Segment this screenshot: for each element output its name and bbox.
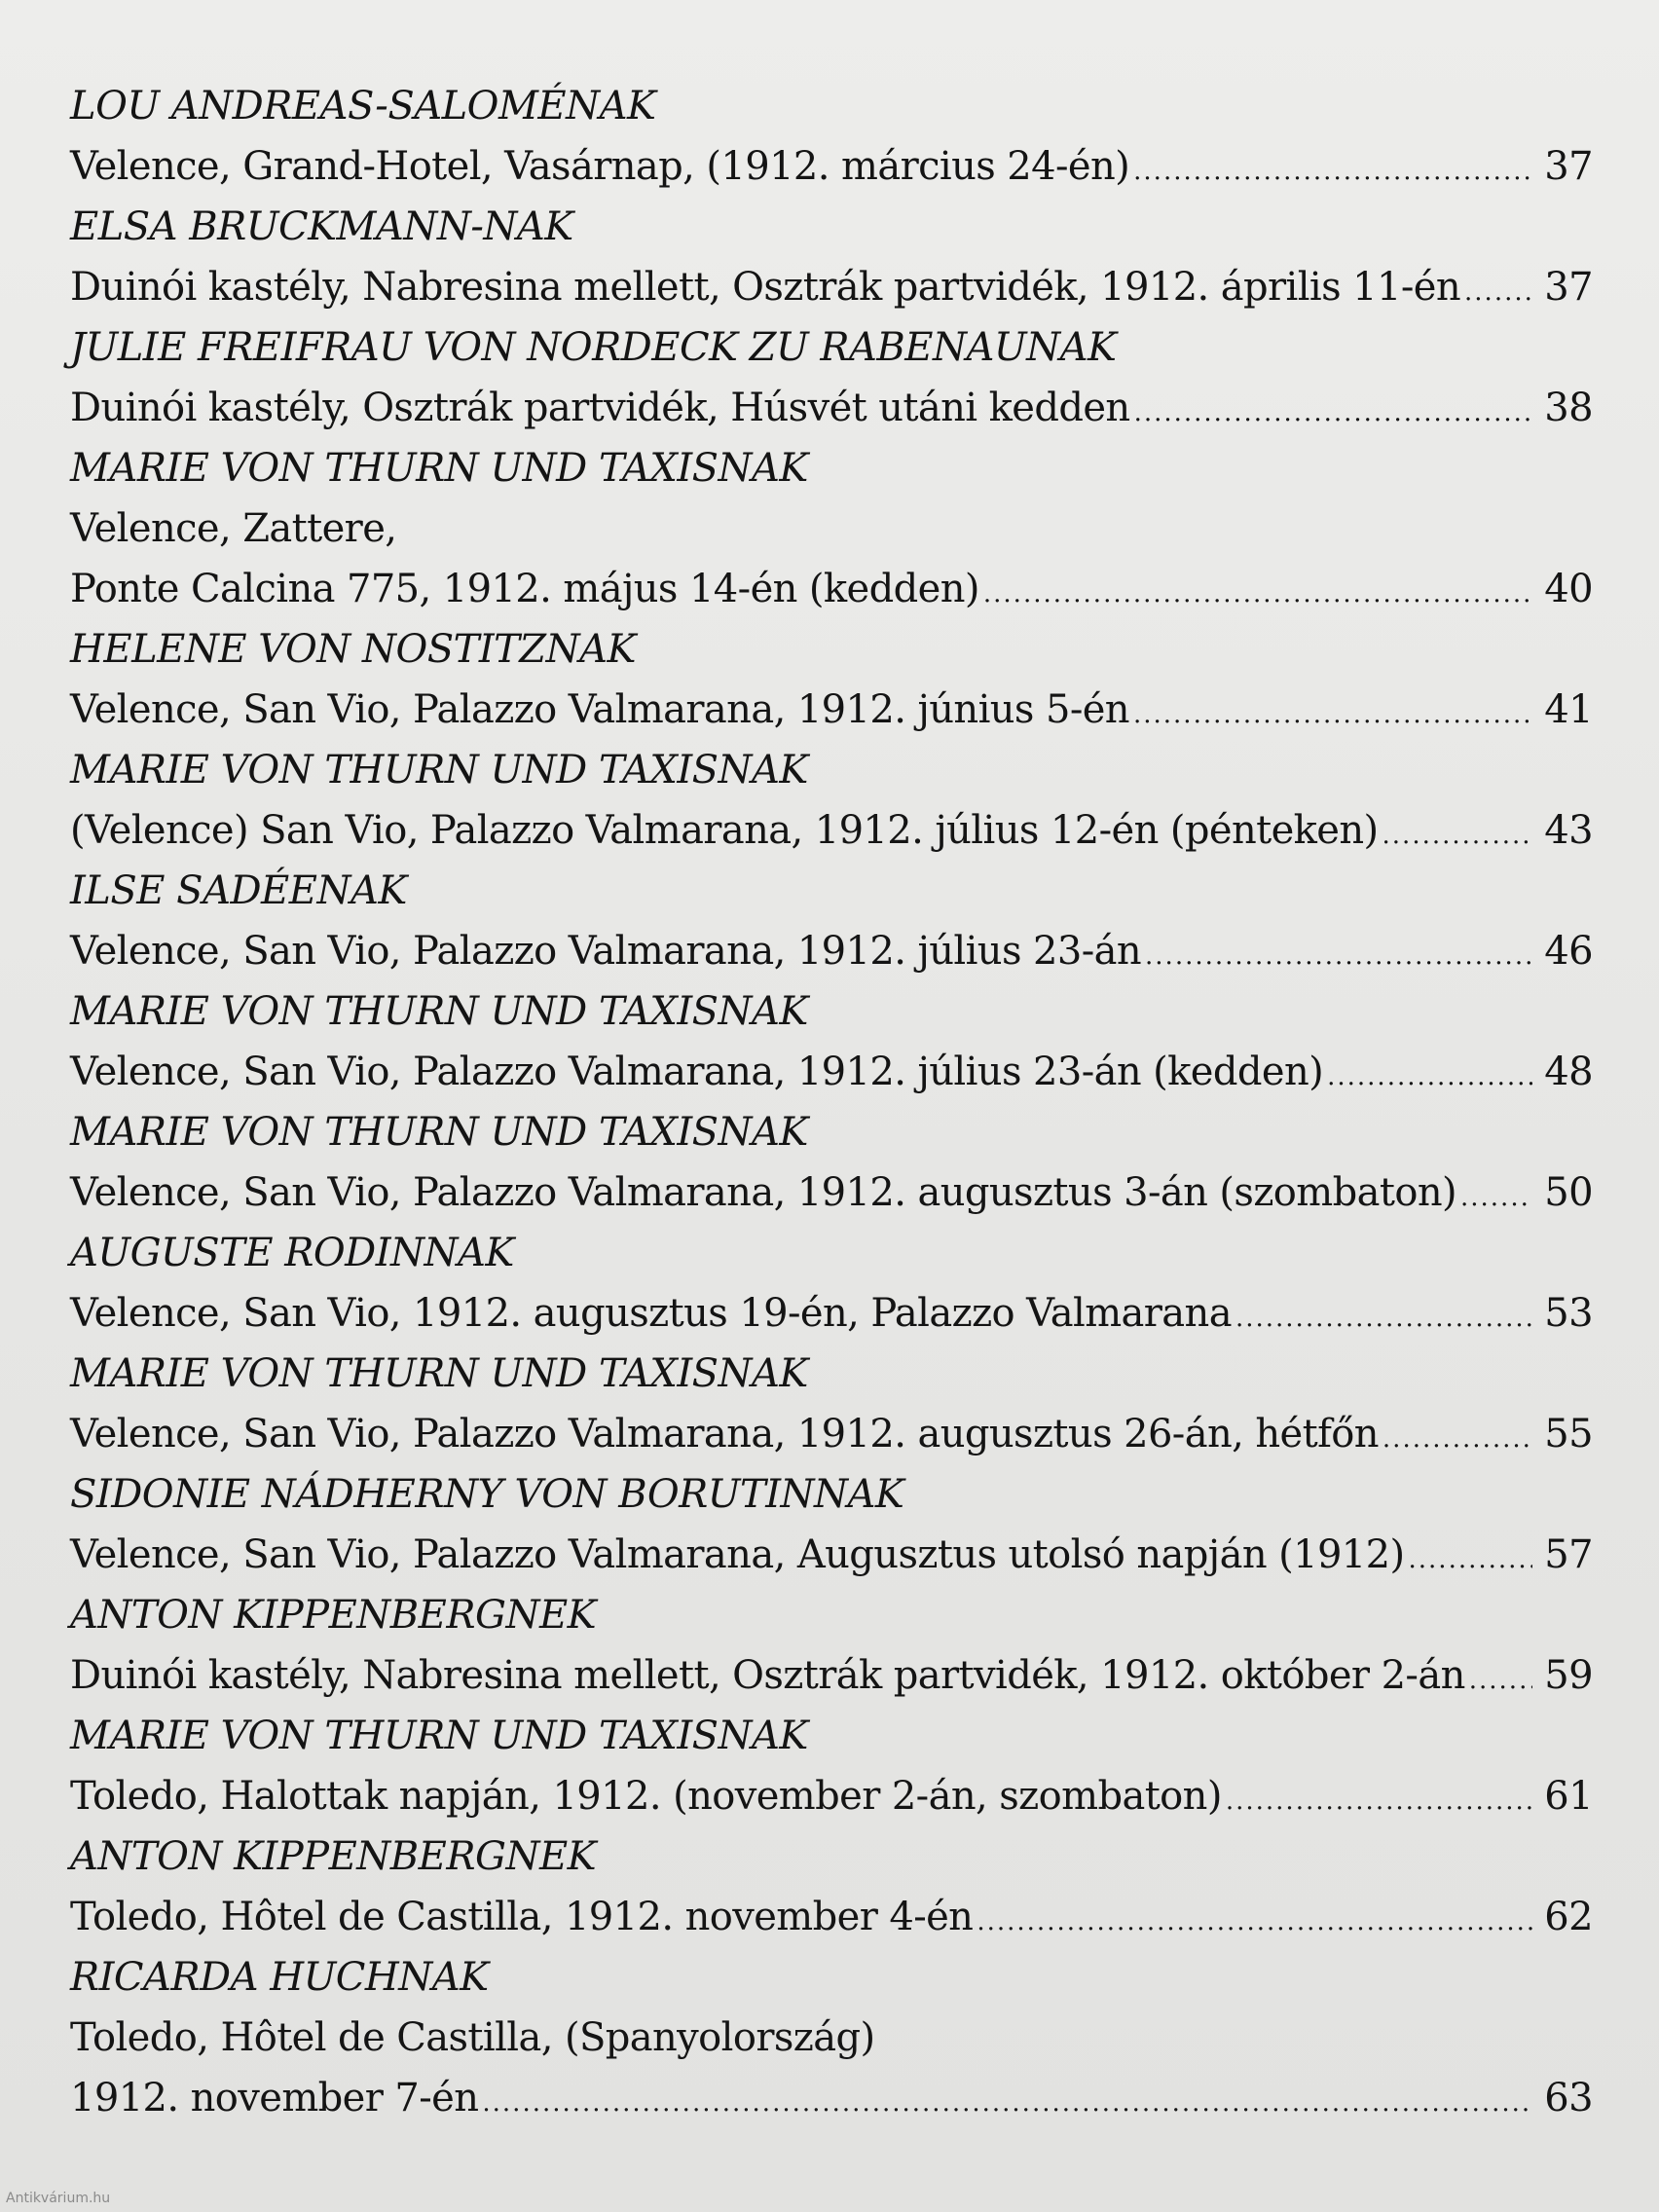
letter-location-text: 1912. november 7-én xyxy=(70,2076,479,2120)
dot-leader xyxy=(1134,383,1532,443)
recipient-name: JULIE FREIFRAU VON NORDECK ZU RABENAUNAK xyxy=(70,325,1117,370)
page-number: 37 xyxy=(1544,265,1593,310)
toc-entry xyxy=(70,619,1593,740)
letter-location-text: Velence, Zattere, xyxy=(70,506,397,551)
dot-leader xyxy=(983,564,1532,624)
letter-location-line xyxy=(70,136,1593,197)
dot-leader xyxy=(1464,262,1532,322)
letter-location-line xyxy=(70,1162,1593,1223)
letter-location-line xyxy=(70,1042,1593,1102)
letter-location-line xyxy=(70,1887,1593,1947)
page-number: 59 xyxy=(1544,1653,1593,1698)
recipient-name: HELENE VON NOSTITZNAK xyxy=(70,627,636,672)
letter-location-text: Toledo, Hôtel de Castilla, (Spanyolország) xyxy=(70,2015,875,2060)
toc-entry xyxy=(70,1947,1593,2128)
dot-leader xyxy=(977,1892,1532,1952)
letter-location-text: Duinói kastély, Nabresina mellett, Osztrák partvidék, 1912. április 11-én xyxy=(70,265,1461,310)
recipient-name: MARIE VON THURN UND TAXISNAK xyxy=(70,1110,808,1155)
letter-location-text: (Velence) San Vio, Palazzo Valmarana, 1912. július 12-én (pénteken) xyxy=(70,808,1379,853)
toc-entry xyxy=(70,197,1593,317)
letter-location-text: Velence, Grand-Hotel, Vasárnap, (1912. március 24-én) xyxy=(70,144,1130,189)
page-number: 61 xyxy=(1544,1774,1593,1819)
toc-entry xyxy=(70,740,1593,861)
toc-entry xyxy=(70,861,1593,981)
page-number: 40 xyxy=(1544,567,1593,611)
page-number: 62 xyxy=(1544,1895,1593,1939)
dot-leader xyxy=(1133,141,1532,202)
recipient-name: MARIE VON THURN UND TAXISNAK xyxy=(70,1714,808,1758)
recipient-name: ILSE SADÉENAK xyxy=(70,868,407,913)
page-number: 53 xyxy=(1544,1291,1593,1336)
letter-location-line xyxy=(70,1404,1593,1464)
recipient-name: MARIE VON THURN UND TAXISNAK xyxy=(70,1351,808,1396)
letter-location-line xyxy=(70,2068,1593,2128)
toc-entry xyxy=(70,1826,1593,1947)
page-number: 38 xyxy=(1544,386,1593,430)
letter-location-line xyxy=(70,2008,1593,2068)
letter-location-text: Velence, San Vio, Palazzo Valmarana, 1912. július 23-án (kedden) xyxy=(70,1050,1324,1094)
letter-location-text: Duinói kastély, Osztrák partvidék, Húsvét utáni kedden xyxy=(70,386,1130,430)
letter-location-line xyxy=(70,559,1593,619)
toc-entry xyxy=(70,1102,1593,1223)
letter-location-line xyxy=(70,1766,1593,1826)
recipient-name: SIDONIE NÁDHERNY VON BORUTINNAK xyxy=(70,1472,904,1517)
table-of-contents xyxy=(70,76,1593,2128)
letter-location-text: Toledo, Hôtel de Castilla, 1912. november 4-én xyxy=(70,1895,974,1939)
letter-location-text: Velence, San Vio, Palazzo Valmarana, Augusztus utolsó napján (1912) xyxy=(70,1532,1405,1577)
letter-location-line xyxy=(70,378,1593,438)
letter-location-line xyxy=(70,921,1593,981)
dot-leader xyxy=(1382,805,1532,866)
dot-leader xyxy=(1133,684,1532,745)
recipient-name: RICARDA HUCHNAK xyxy=(70,1955,489,2000)
page-number: 50 xyxy=(1544,1170,1593,1215)
dot-leader xyxy=(1382,1409,1532,1469)
toc-entry xyxy=(70,981,1593,1102)
watermark: Antikvárium.hu xyxy=(6,2191,111,2206)
letter-location-line xyxy=(70,1283,1593,1344)
page-number: 46 xyxy=(1544,929,1593,974)
page-number: 48 xyxy=(1544,1050,1593,1094)
recipient-name: MARIE VON THURN UND TAXISNAK xyxy=(70,748,808,793)
toc-entry xyxy=(70,317,1593,438)
toc-entry xyxy=(70,438,1593,619)
toc-entry xyxy=(70,1344,1593,1464)
toc-entry xyxy=(70,1706,1593,1826)
letter-location-line xyxy=(70,257,1593,317)
dot-leader xyxy=(1469,1650,1532,1711)
toc-entry xyxy=(70,1464,1593,1585)
dot-leader xyxy=(1409,1530,1532,1590)
page-number: 55 xyxy=(1544,1412,1593,1456)
recipient-name: ELSA BRUCKMANN-NAK xyxy=(70,204,573,249)
page-number: 43 xyxy=(1544,808,1593,853)
dot-leader xyxy=(1460,1167,1532,1228)
recipient-name: LOU ANDREAS-SALOMÉNAK xyxy=(70,84,656,129)
dot-leader xyxy=(1145,926,1532,986)
letter-location-text: Velence, San Vio, Palazzo Valmarana, 1912. augusztus 26-án, hétfőn xyxy=(70,1412,1379,1456)
page-number: 41 xyxy=(1544,687,1593,732)
toc-entry xyxy=(70,1223,1593,1344)
letter-location-text: Velence, San Vio, 1912. augusztus 19-én, Palazzo Valmarana xyxy=(70,1291,1232,1336)
letter-location-line xyxy=(70,498,1593,559)
dot-leader xyxy=(482,2073,1532,2133)
dot-leader xyxy=(1226,1771,1532,1831)
letter-location-line xyxy=(70,680,1593,740)
letter-location-text: Velence, San Vio, Palazzo Valmarana, 1912. augusztus 3-án (szombaton) xyxy=(70,1170,1456,1215)
dot-leader xyxy=(1327,1047,1532,1107)
recipient-name: ANTON KIPPENBERGNEK xyxy=(70,1834,597,1879)
recipient-name: ANTON KIPPENBERGNEK xyxy=(70,1593,597,1638)
page-number: 63 xyxy=(1544,2076,1593,2120)
letter-location-line xyxy=(70,1525,1593,1585)
toc-entry xyxy=(70,1585,1593,1706)
page-number: 57 xyxy=(1544,1532,1593,1577)
letter-location-line xyxy=(70,800,1593,861)
letter-location-text: Ponte Calcina 775, 1912. május 14-én (kedden) xyxy=(70,567,979,611)
letter-location-text: Toledo, Halottak napján, 1912. (november 2-án, szombaton) xyxy=(70,1774,1222,1819)
dot-leader xyxy=(1235,1288,1532,1348)
recipient-name: AUGUSTE RODINNAK xyxy=(70,1231,514,1275)
recipient-name: MARIE VON THURN UND TAXISNAK xyxy=(70,446,808,491)
toc-entry xyxy=(70,76,1593,197)
letter-location-text: Duinói kastély, Nabresina mellett, Osztrák partvidék, 1912. október 2-án xyxy=(70,1653,1465,1698)
letter-location-text: Velence, San Vio, Palazzo Valmarana, 1912. július 23-án xyxy=(70,929,1142,974)
letter-location-text: Velence, San Vio, Palazzo Valmarana, 1912. június 5-én xyxy=(70,687,1129,732)
recipient-name: MARIE VON THURN UND TAXISNAK xyxy=(70,989,808,1034)
page-number: 37 xyxy=(1544,144,1593,189)
letter-location-line xyxy=(70,1645,1593,1706)
